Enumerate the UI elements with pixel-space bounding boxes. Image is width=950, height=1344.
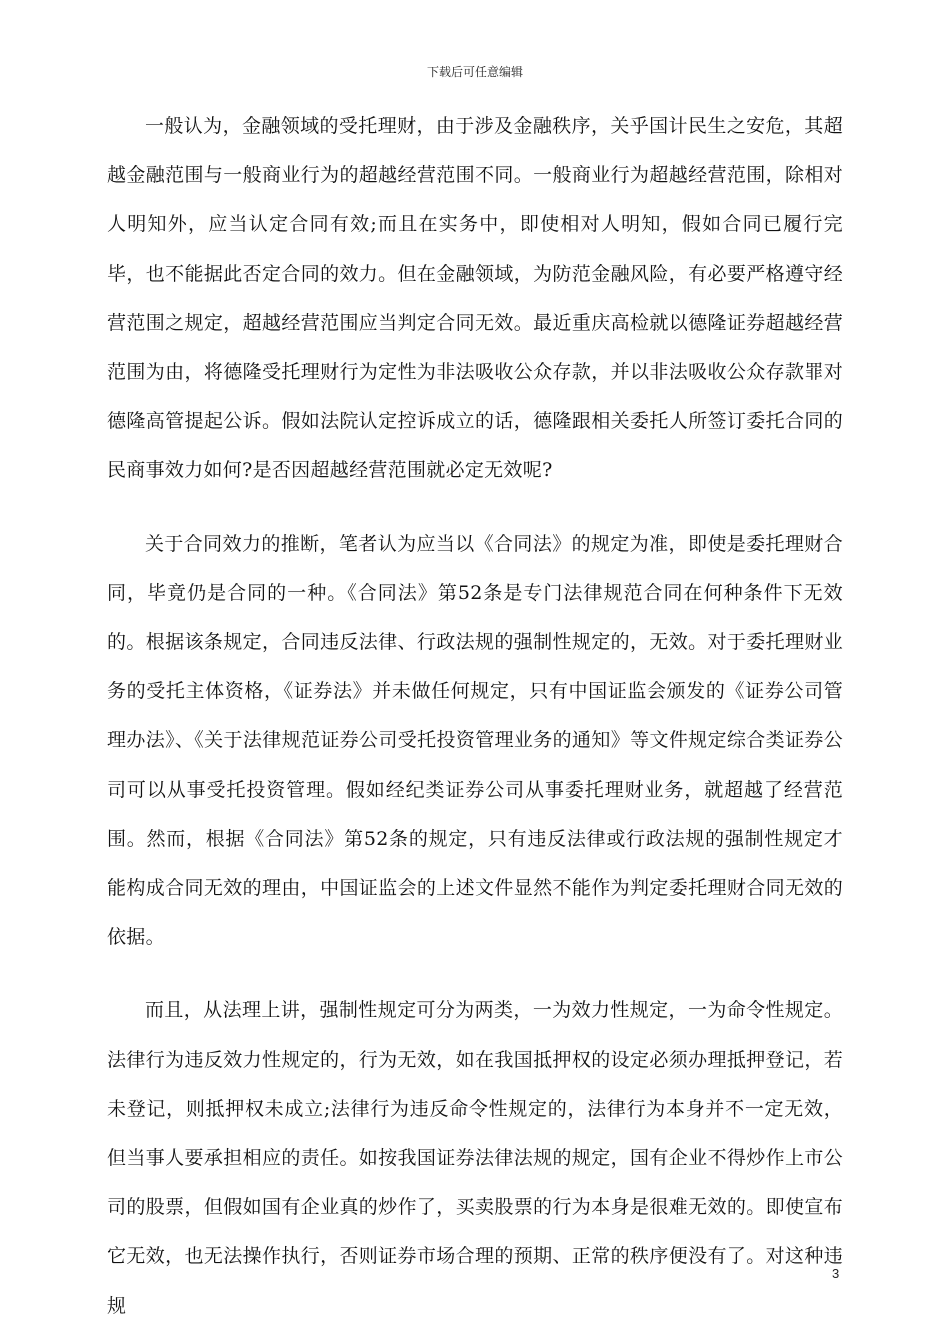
page-header: 下载后可任意编辑 bbox=[426, 65, 523, 79]
paragraph-3: 而且，从法理上讲，强制性规定可分为两类，一为效力性规定，一为命令性规定。法律行为违反效力性规定的，行为无效，如在我国抵押权的设定必须办理抵押登记，若未登记，则抵押权未成立;法律行为违反命令性规定的，法律行为本身并不一定无效，但当事人要承担相应的责任。如按我国证券法律法规的规定，国有企业不得炒作上市公司的股票，但假如国有企业真的炒作了，买卖股票的行为本身是很难无效的。即使宣布它无效，也无法操作执行，否则证券市场合理的预期、正常的秩序便没有了。对这种违规 bbox=[107, 999, 843, 1317]
paragraph-1: 一般认为，金融领域的受托理财，由于涉及金融秩序，关乎国计民生之安危，其超越金融范围与一般商业行为的超越经营范围不同。一般商业行为超越经营范围，除相对人明知外，应当认定合同有效;而且在实务中，即使相对人明知，假如合同已履行完毕，也不能据此否定合同的效力。但在金融领域，为防范金融风险，有必要严格遵守经营范围之规定，超越经营范围应当判定合同无效。最近重庆高检就以德隆证券超越经营范围为由，将德隆受托理财行为定性为非法吸收公众存款，并以非法吸收公众存款罪对德隆高管提起公诉。假如法院认定控诉成立的话，德隆跟相关委托人所签订委托合同的民商事效力如何?是否因超越经营范围就必定无效呢? bbox=[107, 115, 843, 482]
page-number: 3 bbox=[832, 1266, 840, 1281]
paragraph-2: 关于合同效力的推断，笔者认为应当以《合同法》的规定为准，即使是委托理财合同，毕竟仍是合同的一种。《合同法》第52条是专门法律规范合同在何种条件下无效的。根据该条规定，合同违反法律、行政法规的强制性规定的，无效。对于委托理财业务的受托主体资格，《证券法》并未做任何规定，只有中国证监会颁发的《证券公司管理办法》、《关于法律规范证券公司受托投资管理业务的通知》等文件规定综合类证券公司可以从事受托投资管理。假如经纪类证券公司从事委托理财业务，就超越了经营范围。然而，根据《合同法》第52条的规定，只有违反法律或行政法规的强制性规定才能构成合同无效的理由，中国证监会的上述文件显然不能作为判定委托理财合同无效的依据。 bbox=[107, 532, 843, 949]
document-body bbox=[107, 102, 843, 1331]
